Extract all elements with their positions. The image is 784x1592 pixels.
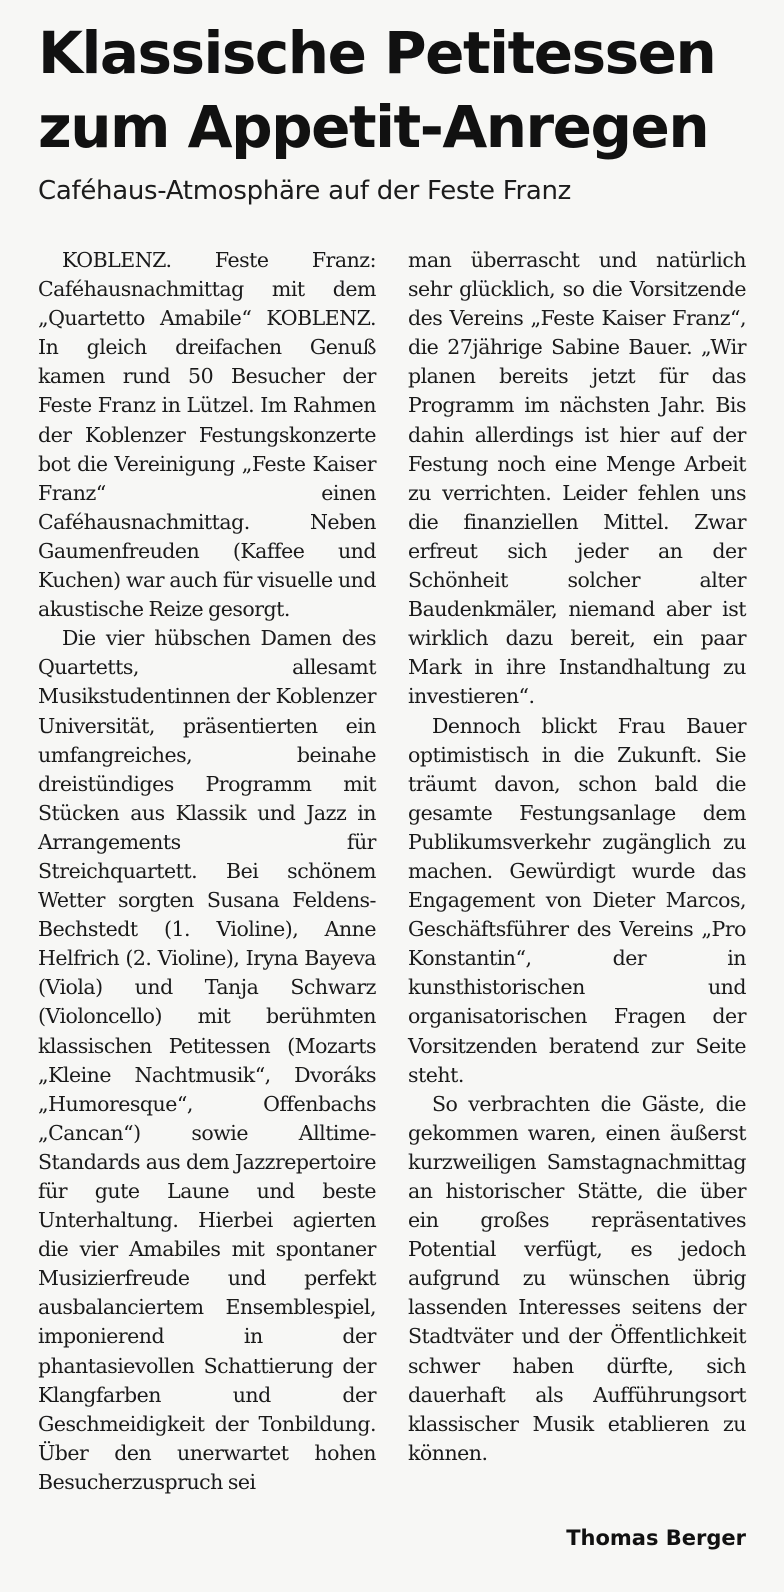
subheadline: Caféhaus-Atmosphäre auf der Feste Franz	[38, 176, 572, 206]
headline-line-2: zum Appetit-Anregen	[38, 93, 709, 161]
byline: Thomas Berger	[566, 1526, 746, 1550]
column-left	[38, 246, 376, 1497]
column-right	[408, 246, 746, 1497]
paragraph: man überrascht und natürlich sehr glücklich, so die Vorsitzende des Vereins „Feste Kaiser Franz“, die 27jährige Sabine Bauer. „Wir planen bereits jetzt für das Programm im nächsten Jahr. Bis dahin allerdings ist hier auf der Festung noch eine Menge Arbeit zu verrichten. Leider fehlen uns die finanziellen Mittel. Zwar erfreut sich jeder an der Schönheit solcher alter Baudenkmäler, niemand aber ist wirklich dazu bereit, ein paar Mark in ihre Instandhaltung zu investieren“.	[408, 248, 746, 709]
paragraph: Die vier hübschen Damen des Quartetts, allesamt Musikstudentinnen der Koblenzer Universität, präsentierten ein umfangreiches, beinahe dreistündiges Programm mit Stücken aus Klassik und Jazz in Arrangements für Streichquartett. Bei schönem Wetter sorgten Susana Feldens-Bechstedt (1. Violine), Anne Helfrich (2. Violine), Iryna Bayeva (Viola) und Tanja Schwarz (Violoncello) mit berühmten klassischen Petitessen (Mozarts „Kleine Nachtmusik“, Dvoráks „Humoresque“, Offenbachs „Cancan“) sowie Alltime-Standards aus dem Jazzrepertoire für gute Laune und beste Unterhaltung. Hierbei agierten die vier Amabiles mit spontaner Musizierfreude und perfekt ausbalanciertem Ensemblespiel, imponierend in der phantasievollen Schattierung der Klangfarben und der Geschmeidigkeit der Tonbildung. Über den unerwartet hohen Besucherzuspruch sei	[38, 626, 376, 1494]
headline	[38, 16, 748, 164]
paragraph: KOBLENZ. Feste Franz: Caféhausnachmittag mit dem „Quartetto Amabile“ KOBLENZ. In gleich dreifachen Genuß kamen rund 50 Besucher der Feste Franz in Lützel. Im Rahmen der Koblenzer Festungskonzerte bot die Vereinigung „Feste Kaiser Franz“ einen Caféhausnachmittag. Neben Gaumenfreuden (Kaffee und Kuchen) war auch für visuelle und akustische Reize gesorgt.	[38, 248, 376, 622]
article-body	[38, 246, 746, 1497]
paragraph: So verbrachten die Gäste, die gekommen waren, einen äußerst kurzweiligen Samstagnachmittag an historischer Stätte, die über ein großes repräsentatives Potential verfügt, es jedoch aufgrund zu wünschen übrig lassenden Interesses seitens der Stadtväter und der Öffentlichkeit schwer haben dürfte, sich dauerhaft als Aufführungsort klassischer Musik etablieren zu können.	[408, 1091, 746, 1465]
headline-line-1: Klassische Petitessen	[38, 19, 716, 87]
paragraph: Dennoch blickt Frau Bauer optimistisch in die Zukunft. Sie träumt davon, schon bald die gesamte Festungsanlage dem Publikumsverkehr zugänglich zu machen. Gewürdigt wurde das Engagement von Dieter Marcos, Geschäftsführer des Vereins „Pro Konstantin“, der in kunsthistorischen und organisatorischen Fragen der Vorsitzenden beratend zur Seite steht.	[408, 713, 746, 1087]
